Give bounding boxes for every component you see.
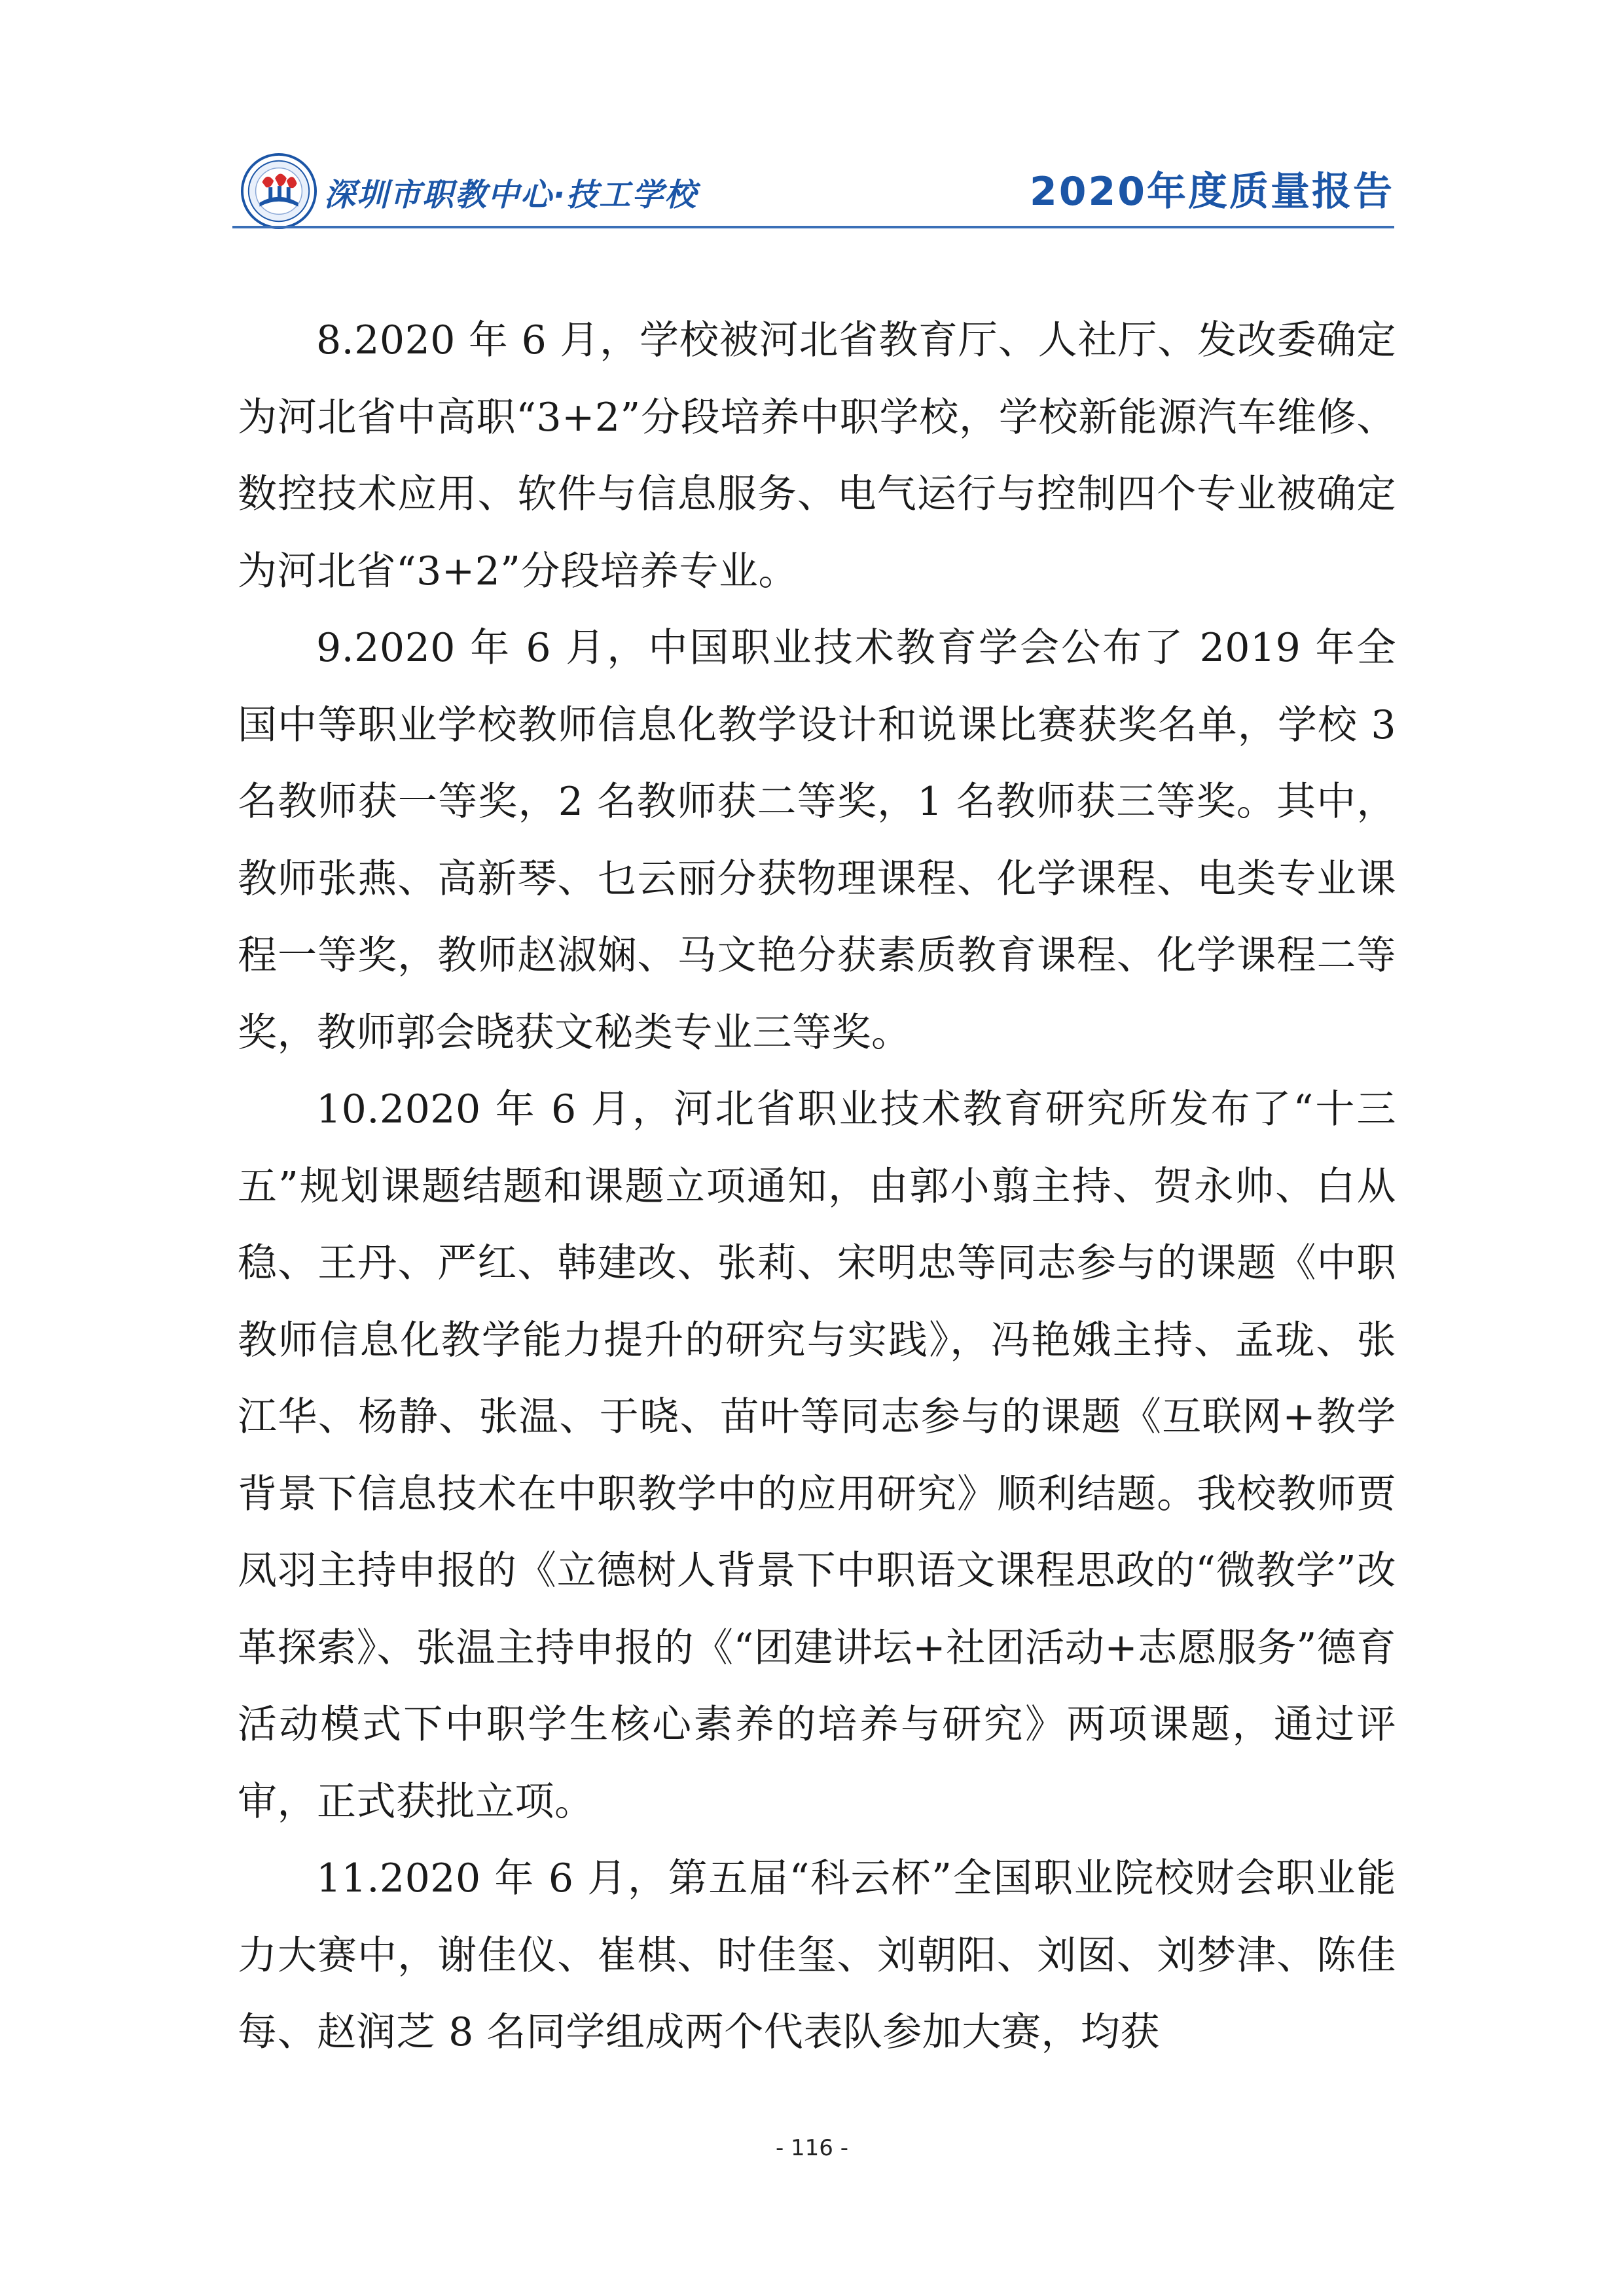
header-divider: [232, 226, 1394, 228]
paragraph-item-9: 9.2020 年 6 月，中国职业技术教育学会公布了 2019 年全国中等职业学校教师信息化教学设计和说课比赛获奖名单，学校 3 名教师获一等奖，2 名教师获二等奖，1 名教师获三等奖。其中，教师张燕、高新琴、乜云丽分获物理课程、化学课程、电类专业课程一等奖，教师赵淑娴、马文艳分获素质教育课程、化学课程二等奖，教师郭会晓获文秘类专业三等奖。: [238, 625, 1396, 1056]
school-seal-icon: [240, 152, 317, 230]
body-text: [238, 302, 1396, 2072]
paragraph-item-11: 11.2020 年 6 月，第五届“科云杯”全国职业院校财会职业能力大赛中，谢佳仪、崔棋、时佳玺、刘朝阳、刘囡、刘梦津、陈佳每、赵润芝 8 名同学组成两个代表队参加大赛，均获: [238, 1856, 1396, 2055]
paragraph-item-8: 8.2020 年 6 月，学校被河北省教育厅、人社厅、发改委确定为河北省中高职“3+2”分段培养中职学校，学校新能源汽车维修、数控技术应用、软件与信息服务、电气运行与控制四个专业被确定为河北省“3+2”分段培养专业。: [238, 317, 1396, 594]
school-name: 深圳市职教中心·技工学校: [324, 177, 698, 213]
page-number: - 116 -: [775, 2135, 849, 2161]
report-title: 2020年度质量报告: [1030, 169, 1394, 215]
page-header: [232, 147, 1394, 229]
paragraph-item-10: 10.2020 年 6 月，河北省职业技术教育研究所发布了“十三五”规划课题结题和课题立项通知，由郭小翦主持、贺永帅、白从稳、王丹、严红、韩建改、张莉、宋明忠等同志参与的课题《中职教师信息化教学能力提升的研究与实践》，冯艳娥主持、孟珑、张江华、杨静、张温、于晓、苗叶等同志参与的课题《互联网+教学背景下信息技术在中职教学中的应用研究》顺利结题。我校教师贾凤羽主持申报的《立德树人背景下中职语文课程思政的“微教学”改革探索》、张温主持申报的《“团建讲坛+社团活动+志愿服务”德育活动模式下中职学生核心素养的培养与研究》两项课题，通过评审，正式获批立项。: [238, 1086, 1396, 1825]
